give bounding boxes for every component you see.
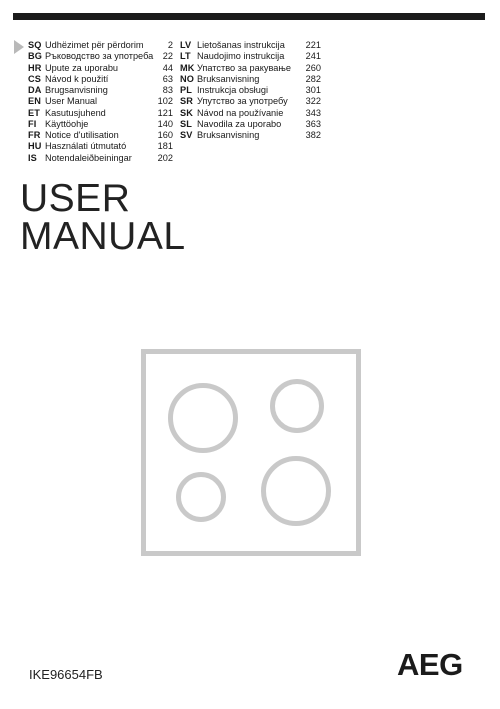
language-page: 241	[305, 51, 321, 62]
language-page: 63	[162, 73, 173, 84]
language-name: Naudojimo instrukcija	[197, 51, 285, 62]
language-name: Notice d'utilisation	[45, 130, 119, 140]
language-row[interactable]	[28, 141, 173, 152]
language-name: Käyttöohje	[45, 118, 89, 129]
language-page: 2	[167, 40, 173, 50]
document-title-line-1: USER	[20, 177, 131, 220]
language-page: 121	[157, 107, 173, 118]
top-bar	[13, 13, 485, 20]
cooking-zone-icon	[270, 379, 324, 433]
language-row[interactable]	[28, 74, 173, 85]
language-row[interactable]	[28, 63, 173, 74]
language-page: 282	[305, 73, 321, 84]
language-name: Ръководство за употреба	[45, 51, 154, 62]
language-row[interactable]	[180, 108, 321, 119]
language-code: SK	[180, 107, 193, 118]
language-page: 343	[305, 107, 321, 118]
language-name: Brugsanvisning	[45, 85, 108, 95]
language-code: NO	[180, 73, 194, 84]
current-language-marker-icon	[14, 40, 24, 54]
language-row[interactable]	[180, 40, 321, 51]
language-row[interactable]	[28, 108, 173, 119]
language-list-left	[28, 40, 173, 164]
language-page: 44	[162, 62, 173, 73]
language-name: Návod k použití	[45, 73, 109, 84]
language-row[interactable]	[28, 130, 173, 141]
language-name: Návod na používanie	[197, 107, 284, 118]
language-name: Használati útmutató	[45, 141, 127, 152]
cooking-zone-icon	[176, 472, 226, 522]
language-name: Bruksanvisning	[197, 73, 260, 84]
language-row[interactable]	[28, 119, 173, 130]
language-name: Упатство за ракување	[197, 62, 291, 73]
language-name: Упутство за употребу	[197, 96, 288, 107]
language-page: 260	[305, 62, 321, 73]
language-row[interactable]	[180, 74, 321, 85]
model-number: IKE96654FB	[29, 667, 103, 682]
language-name: Instrukcja obsługi	[197, 85, 268, 95]
language-name: Notendaleiðbeiningar	[45, 152, 132, 163]
language-row[interactable]	[180, 51, 321, 62]
language-code: LT	[180, 51, 191, 62]
language-code: SR	[180, 96, 193, 107]
language-code: HR	[28, 62, 42, 73]
language-row[interactable]	[180, 96, 321, 107]
language-code: SQ	[28, 40, 42, 50]
language-name: Kasutusjuhend	[45, 107, 106, 118]
language-code: FI	[28, 118, 37, 129]
language-code: BG	[28, 51, 42, 62]
language-row[interactable]	[180, 63, 321, 74]
language-row[interactable]	[28, 153, 173, 164]
language-row[interactable]	[28, 85, 173, 96]
language-code: HU	[28, 141, 42, 152]
language-code: CS	[28, 73, 41, 84]
language-code: LV	[180, 40, 192, 50]
language-page: 363	[305, 118, 321, 129]
language-code: SL	[180, 118, 192, 129]
language-page: 221	[305, 40, 321, 50]
language-page: 322	[305, 96, 321, 107]
language-name: Upute za uporabu	[45, 62, 119, 73]
language-code: DA	[28, 85, 42, 95]
document-title	[20, 177, 186, 258]
language-list-right	[180, 40, 321, 141]
language-page: 382	[305, 130, 321, 140]
language-row[interactable]	[28, 51, 173, 62]
language-page: 140	[157, 118, 173, 129]
language-code: PL	[180, 85, 192, 95]
language-name: Navodila za uporabo	[197, 118, 282, 129]
language-row[interactable]	[28, 40, 173, 51]
language-code: FR	[28, 130, 41, 140]
language-row[interactable]	[180, 85, 321, 96]
language-page: 202	[157, 152, 173, 163]
language-row[interactable]	[180, 130, 321, 141]
language-code: ET	[28, 107, 40, 118]
language-code: EN	[28, 96, 41, 107]
language-page: 301	[305, 85, 321, 95]
language-row[interactable]	[28, 96, 173, 107]
language-page: 160	[157, 130, 173, 140]
language-name: Bruksanvisning	[197, 130, 260, 140]
cooktop-illustration-icon	[141, 349, 361, 556]
document-title-line-2: MANUAL	[20, 215, 186, 258]
language-name: User Manual	[45, 96, 98, 107]
language-name: Udhëzimet për përdorim	[45, 40, 144, 50]
language-page: 181	[157, 141, 173, 152]
brand-logo: AEG	[397, 647, 463, 682]
cooking-zone-icon	[168, 383, 238, 453]
language-page: 22	[162, 51, 173, 62]
language-code: MK	[180, 62, 195, 73]
language-name: Lietošanas instrukcija	[197, 40, 285, 50]
language-page: 102	[157, 96, 173, 107]
language-row[interactable]	[180, 119, 321, 130]
cooking-zone-icon	[261, 456, 331, 526]
language-page: 83	[162, 85, 173, 95]
language-code: IS	[28, 152, 37, 163]
language-code: SV	[180, 130, 193, 140]
